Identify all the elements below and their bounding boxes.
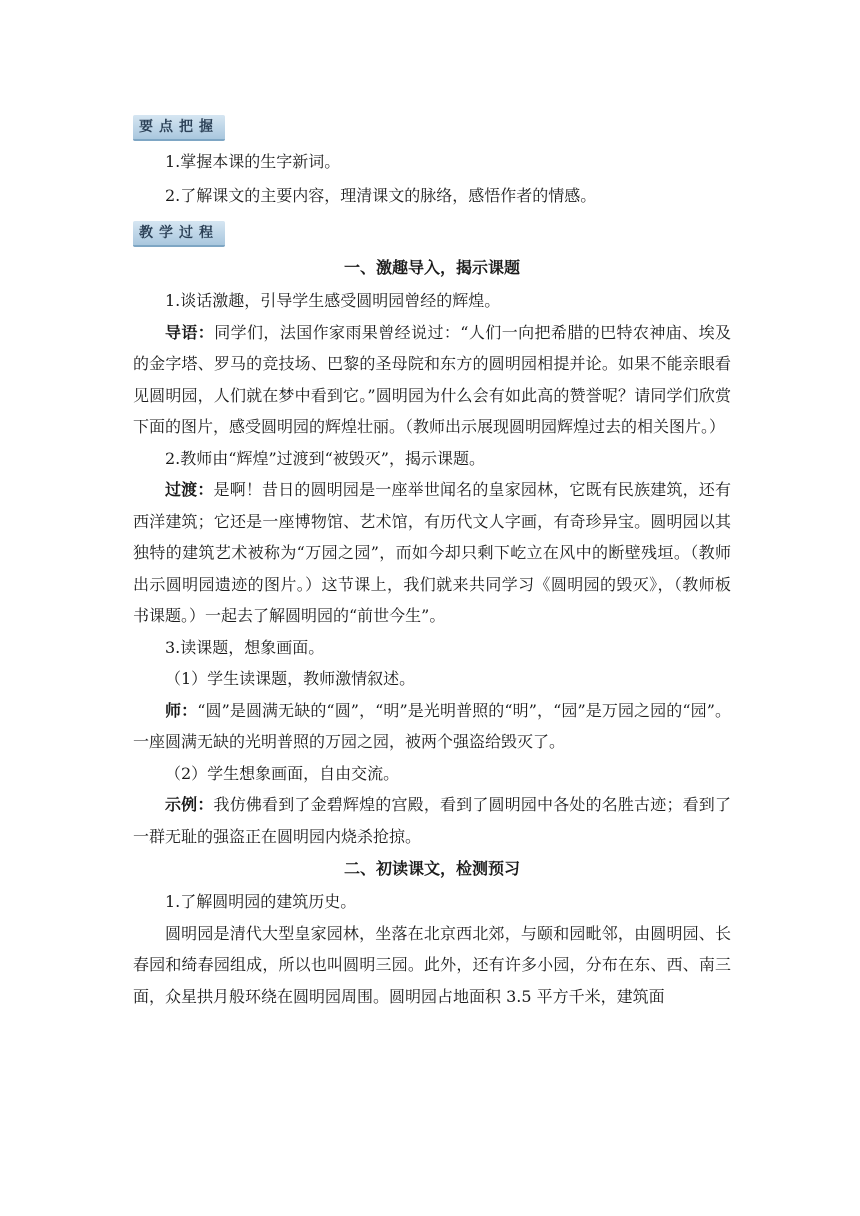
section2-item1: 1.了解圆明园的建筑历史。 — [165, 892, 357, 911]
section1-guodu-paragraph — [133, 474, 731, 632]
section1-shili-paragraph — [133, 789, 731, 852]
section1-sub2: （2）学生想象画面，自由交流。 — [165, 763, 400, 783]
section1-daoyu-paragraph — [133, 317, 731, 443]
teaching-process-tag-wrap — [133, 221, 731, 251]
section1-sub1: （1）学生读课题，教师激情叙述。 — [165, 669, 416, 688]
shi-label: 师： — [165, 700, 198, 720]
section1-heading: 一、激趣导入，揭示课题 — [343, 258, 520, 277]
teaching-process-tag: 教学过程 — [133, 221, 225, 247]
key-points-tag: 要点把握 — [133, 115, 225, 141]
guodu-label: 过渡： — [165, 480, 214, 499]
section1-item3: 3.读课题，想象画面。 — [165, 637, 325, 657]
key-points-tag-wrap — [133, 115, 731, 145]
guodu-text: 是啊！昔日的圆明园是一座举世闻名的皇家园林，它既有民族建筑，还有西洋建筑；它还是一座博物馆、艺术馆，有历代文人字画，有奇珍异宝。圆明园以其独特的建筑艺术被称为“万园之园”，而如今却只剩下屹立在风中的断壁残垣。（教师出示圆明园遗迹的图片。）这节课上，我们就来共同学习《圆明园的毁灭》，（教师板书课题。）一起去了解圆明园的“前世今生”。 — [133, 480, 731, 625]
shili-label: 示例： — [165, 795, 214, 814]
daoyu-text: 同学们，法国作家雨果曾经说过：“人们一向把希腊的巴特农神庙、埃及的金字塔、罗马的竞技场、巴黎的圣母院和东方的圆明园相提并论。如果不能亲眼看见圆明园，人们就在梦中看到它。”圆明园为什么会有如此高的赞誉呢？请同学们欣赏下面的图片，感受圆明园的辉煌壮丽。（教师出示展现圆明园辉煌过去的相关图片。） — [133, 322, 731, 436]
daoyu-label: 导语： — [165, 322, 215, 342]
section1-shi-paragraph — [133, 695, 731, 758]
key-point-1: 1.掌握本课的生字新词。 — [165, 152, 341, 171]
document-content — [133, 115, 731, 1012]
section1-item1: 1.谈话激趣，引导学生感受圆明园曾经的辉煌。 — [165, 291, 501, 310]
section1-item2: 2.教师由“辉煌”过渡到“被毁灭”，揭示课题。 — [165, 448, 485, 468]
shi-text: “圆”是圆满无缺的“圆”，“明”是光明普照的“明”，“园”是万园之园的“园”。一座圆满无缺的光明普照的万园之园，被两个强盗给毁灭了。 — [133, 700, 731, 751]
shili-text: 我仿佛看到了金碧辉煌的宫殿，看到了圆明园中各处的名胜古迹；看到了一群无耻的强盗正在圆明园内烧杀抢掠。 — [133, 795, 731, 846]
section2-heading: 二、初读课文，检测预习 — [343, 859, 520, 878]
key-point-2: 2.了解课文的主要内容，理清课文的脉络，感悟作者的情感。 — [165, 186, 597, 205]
section2-paragraph: 圆明园是清代大型皇家园林，坐落在北京西北郊，与颐和园毗邻，由圆明园、长春园和绮春园组成，所以也叫圆明三园。此外，还有许多小园，分布在东、西、南三面，众星拱月般环绕在圆明园周围。圆明园占地面积 3.5 平方千米，建筑面 — [133, 923, 731, 1006]
